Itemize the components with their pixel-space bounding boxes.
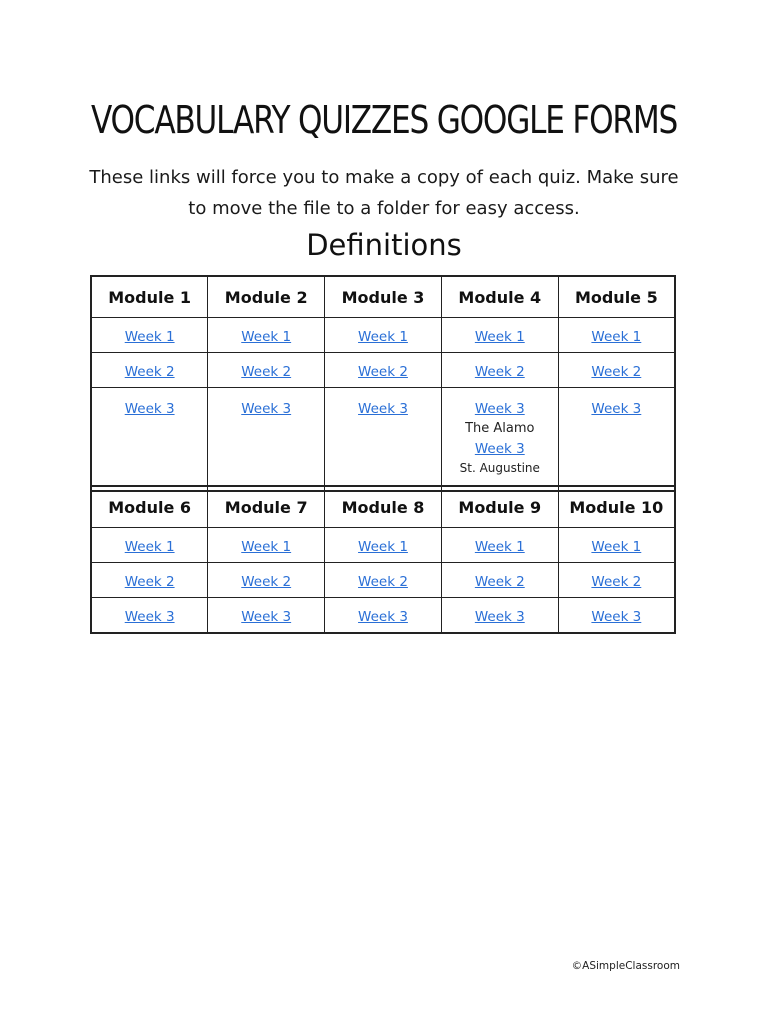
table-row-week-3 xyxy=(91,388,675,492)
page-subtitle: These links will force you to make a copy of each quiz. Make sure to move the file to a folder for easy access. xyxy=(89,167,679,219)
cell xyxy=(208,598,325,634)
cell xyxy=(558,353,675,388)
module-2-week-2-link[interactable]: Week 2 xyxy=(241,363,292,380)
cell xyxy=(441,598,558,634)
cell xyxy=(208,318,325,353)
header-module-2: Module 2 xyxy=(208,276,325,318)
cell xyxy=(325,353,442,388)
modules-table-2 xyxy=(90,485,676,634)
cell xyxy=(325,388,442,492)
header-module-7: Module 7 xyxy=(208,486,325,528)
table-row-week-2 xyxy=(91,563,675,598)
module-7-week-3-link[interactable]: Week 3 xyxy=(241,608,292,625)
module-4-note-st-augustine: St. Augustine xyxy=(459,461,540,475)
cell xyxy=(441,388,558,492)
table-row-week-1 xyxy=(91,528,675,563)
table-row-week-1 xyxy=(91,318,675,353)
cell xyxy=(208,388,325,492)
cell xyxy=(91,353,208,388)
table-row-week-3 xyxy=(91,598,675,634)
cell xyxy=(208,353,325,388)
module-5-week-3-link[interactable]: Week 3 xyxy=(591,401,642,417)
header-module-3: Module 3 xyxy=(325,276,442,318)
header-module-1: Module 1 xyxy=(91,276,208,318)
cell xyxy=(441,353,558,388)
table-header-row xyxy=(91,276,675,318)
cell xyxy=(558,388,675,492)
module-9-week-2-link[interactable]: Week 2 xyxy=(474,573,525,590)
cell xyxy=(91,528,208,563)
module-4-note-alamo: The Alamo xyxy=(465,421,535,436)
module-10-week-3-link[interactable]: Week 3 xyxy=(591,608,642,625)
cell xyxy=(558,528,675,563)
module-7-week-1-link[interactable]: Week 1 xyxy=(241,538,292,555)
cell xyxy=(91,388,208,492)
module-2-week-1-link[interactable]: Week 1 xyxy=(241,328,292,345)
module-6-week-3-link[interactable]: Week 3 xyxy=(124,608,175,625)
module-8-week-1-link[interactable]: Week 1 xyxy=(358,538,408,555)
cell xyxy=(91,563,208,598)
module-9-week-1-link[interactable]: Week 1 xyxy=(474,538,525,555)
module-10-week-1-link[interactable]: Week 1 xyxy=(591,538,642,555)
cell xyxy=(325,318,442,353)
copyright-footer: ©ASimpleClassroom xyxy=(571,960,680,972)
cell xyxy=(91,318,208,353)
page-title: VOCABULARY QUIZZES GOOGLE FORMS xyxy=(90,98,678,142)
module-1-week-2-link[interactable]: Week 2 xyxy=(124,363,175,380)
module-3-week-3-link[interactable]: Week 3 xyxy=(358,401,408,417)
module-4-week-1-link[interactable]: Week 1 xyxy=(474,328,525,345)
module-3-week-1-link[interactable]: Week 1 xyxy=(358,328,408,345)
module-8-week-3-link[interactable]: Week 3 xyxy=(358,608,408,625)
header-module-5: Module 5 xyxy=(558,276,675,318)
module-10-week-2-link[interactable]: Week 2 xyxy=(591,573,642,590)
cell xyxy=(325,528,442,563)
modules-table-1 xyxy=(90,275,676,492)
header-module-10: Module 10 xyxy=(558,486,675,528)
header-module-8: Module 8 xyxy=(325,486,442,528)
cell xyxy=(558,598,675,634)
module-5-week-2-link[interactable]: Week 2 xyxy=(591,363,642,380)
cell xyxy=(208,528,325,563)
section-title-definitions: Definitions xyxy=(306,228,462,262)
module-5-week-1-link[interactable]: Week 1 xyxy=(591,328,642,345)
table-row-week-2 xyxy=(91,353,675,388)
module-7-week-2-link[interactable]: Week 2 xyxy=(241,573,292,590)
module-4-week-3-alamo-link[interactable]: Week 3 xyxy=(474,401,525,417)
module-6-week-1-link[interactable]: Week 1 xyxy=(124,538,175,555)
header-module-6: Module 6 xyxy=(91,486,208,528)
module-1-week-3-link[interactable]: Week 3 xyxy=(124,401,175,417)
cell xyxy=(441,528,558,563)
module-4-week-2-link[interactable]: Week 2 xyxy=(474,363,525,380)
cell xyxy=(441,318,558,353)
cell xyxy=(325,563,442,598)
cell xyxy=(558,318,675,353)
module-4-week-3-st-augustine-link[interactable]: Week 3 xyxy=(474,441,525,457)
header-module-9: Module 9 xyxy=(441,486,558,528)
module-3-week-2-link[interactable]: Week 2 xyxy=(358,363,408,380)
cell xyxy=(325,598,442,634)
module-8-week-2-link[interactable]: Week 2 xyxy=(358,573,408,590)
module-6-week-2-link[interactable]: Week 2 xyxy=(124,573,175,590)
module-9-week-3-link[interactable]: Week 3 xyxy=(474,608,525,625)
module-2-week-3-link[interactable]: Week 3 xyxy=(241,401,292,417)
cell xyxy=(441,563,558,598)
cell xyxy=(208,563,325,598)
cell xyxy=(91,598,208,634)
header-module-4: Module 4 xyxy=(441,276,558,318)
cell xyxy=(558,563,675,598)
table-header-row xyxy=(91,486,675,528)
module-1-week-1-link[interactable]: Week 1 xyxy=(124,328,175,345)
